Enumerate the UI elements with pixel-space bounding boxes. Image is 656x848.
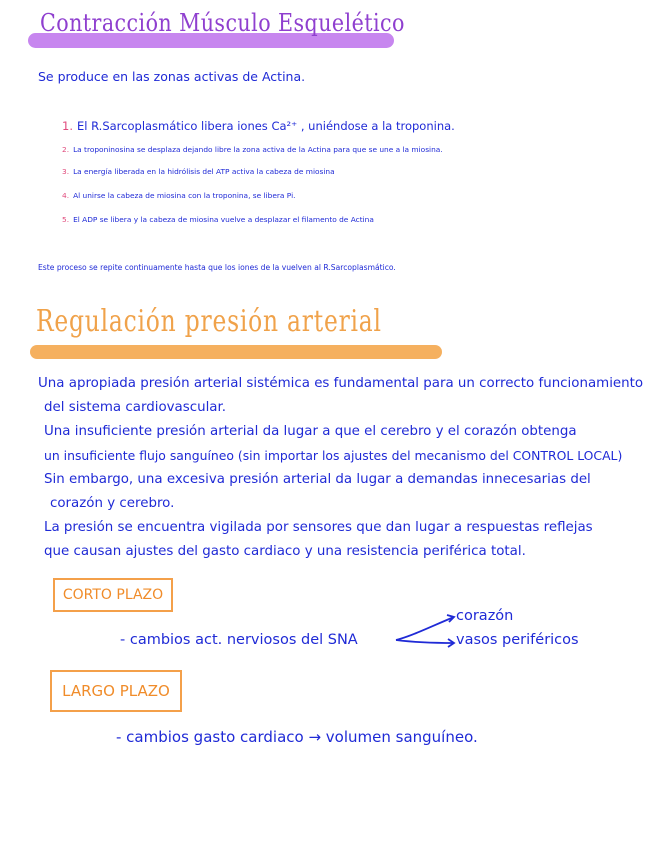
corto-plazo-text: - cambios act. nerviosos del SNA [120, 632, 358, 648]
step-number: 1. [62, 119, 73, 133]
step-item [62, 119, 455, 133]
step-item [62, 215, 374, 224]
intro-text: Se produce en las zonas activas de Actina. [38, 69, 306, 84]
step-number: 3. [62, 167, 70, 176]
title-highlight-bar [30, 345, 442, 359]
step-text: La troponinosina se desplaza dejando libre la zona activa de la Actina para que se une a la miosina. [73, 145, 443, 154]
paragraph-line: Una apropiada presión arterial sistémica es fundamental para un correcto funcionamiento [38, 376, 644, 391]
paragraph-line: un insuficiente flujo sanguíneo (sin importar los ajustes del mecanismo del CONTROL LOCAL) [44, 448, 623, 463]
step-item [62, 167, 335, 176]
paragraph-line: La presión se encuentra vigilada por sensores que dan lugar a respuestas reflejas [44, 520, 593, 535]
step-item [62, 191, 296, 200]
paragraph-line: Sin embargo, una excesiva presión arterial da lugar a demandas innecesarias del [44, 472, 591, 487]
target-vasos: vasos periféricos [456, 632, 579, 648]
step-text: El R.Sarcoplasmático libera iones Ca²⁺ , uniéndose a la troponina. [76, 119, 455, 133]
section-title-regulacion: Regulación presión arterial [36, 304, 382, 339]
largo-plazo-box: LARGO PLAZO [50, 670, 182, 712]
step-text: La energía liberada en la hidrólisis del ATP activa la cabeza de miosina [73, 167, 335, 176]
step-number: 2. [62, 145, 70, 154]
paragraph-line: corazón y cerebro. [50, 496, 175, 511]
largo-plazo-text: - cambios gasto cardiaco → volumen sanguíneo. [116, 728, 478, 746]
process-note: Este proceso se repite continuamente hasta que los iones de la vuelven al R.Sarcoplasmático. [38, 263, 396, 272]
paragraph-line: del sistema cardiovascular. [44, 400, 227, 415]
step-number: 5. [62, 215, 70, 224]
corto-plazo-box: CORTO PLAZO [53, 578, 173, 612]
paragraph-line: que causan ajustes del gasto cardiaco y una resistencia periférica total. [44, 544, 526, 559]
step-text: El ADP se libera y la cabeza de miosina vuelve a desplazar el filamento de Actina [73, 215, 374, 224]
step-text: Al unirse la cabeza de miosina con la troponina, se libera Pi. [73, 191, 296, 200]
step-item [62, 145, 443, 154]
step-number: 4. [62, 191, 70, 200]
paragraph-line: Una insuficiente presión arterial da lugar a que el cerebro y el corazón obtenga [44, 424, 577, 439]
section-title-contraccion: Contracción Músculo Esquelético [40, 9, 405, 37]
target-corazon: corazón [456, 608, 514, 624]
branch-arrow-icon [392, 612, 458, 652]
